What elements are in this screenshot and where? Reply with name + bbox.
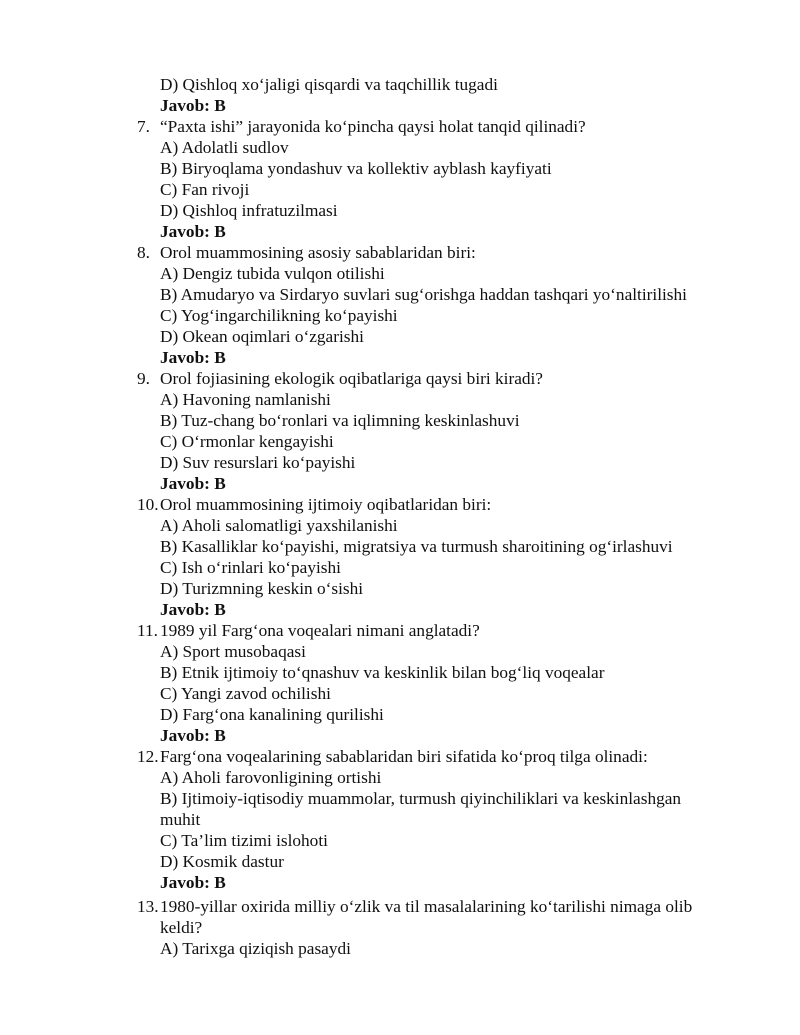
question-text: Orol muammosining ijtimoiy oqibatlaridan biri: — [160, 495, 492, 514]
question-number: 10. — [137, 495, 159, 514]
question-text: 1980-yillar oxirida milliy o‘zlik va til masalalarining ko‘tarilishi nimaga olib — [160, 897, 693, 916]
question-text: Farg‘ona voqealarining sabablaridan biri sifatida ko‘proq tilga olinadi: — [160, 747, 648, 766]
option-b: B) Biryoqlama yondashuv va kollektiv ayblash kayfiyati — [160, 159, 552, 178]
option-b: B) Amudaryo va Sirdaryo suvlari sug‘orishga haddan tashqari yo‘naltirilishi — [160, 285, 687, 304]
question-text: Orol muammosining asosiy sabablaridan biri: — [160, 243, 476, 262]
question-number: 11. — [137, 621, 158, 640]
option-a: A) Aholi farovonligining ortishi — [160, 768, 382, 787]
answer-label: Javob: B — [160, 726, 226, 745]
answer-label: Javob: B — [160, 873, 226, 892]
option-a: A) Sport musobaqasi — [160, 642, 306, 661]
option-c: C) O‘rmonlar kengayishi — [160, 432, 334, 451]
option-d: D) Qishloq xo‘jaligi qisqardi va taqchillik tugadi — [160, 75, 498, 94]
option-c: C) Yog‘ingarchilikning ko‘payishi — [160, 306, 398, 325]
question-number: 9. — [137, 369, 150, 388]
option-a: A) Dengiz tubida vulqon otilishi — [160, 264, 385, 283]
question-text: “Paxta ishi” jarayonida ko‘pincha qaysi holat tanqid qilinadi? — [160, 117, 586, 136]
question-text: 1989 yil Farg‘ona voqealari nimani anglatadi? — [160, 621, 480, 640]
option-d: D) Kosmik dastur — [160, 852, 284, 871]
option-b: B) Tuz-chang bo‘ronlari va iqlimning keskinlashuvi — [160, 411, 520, 430]
option-d: D) Farg‘ona kanalining qurilishi — [160, 705, 384, 724]
option-d: D) Turizmning keskin o‘sishi — [160, 579, 364, 598]
option-c: C) Fan rivoji — [160, 180, 250, 199]
option-a: A) Havoning namlanishi — [160, 390, 331, 409]
option-c: C) Ta’lim tizimi islohoti — [160, 831, 328, 850]
question-13 — [137, 896, 717, 917]
option-a: A) Tarixga qiziqish pasaydi — [160, 939, 351, 958]
answer-label: Javob: B — [160, 222, 226, 241]
question-10 — [137, 494, 717, 515]
option-d: D) Suv resurslari ko‘payishi — [160, 453, 356, 472]
option-b: B) Etnik ijtimoiy to‘qnashuv va keskinlik bilan bog‘liq voqealar — [160, 663, 605, 682]
question-number: 13. — [137, 897, 159, 916]
answer-label: Javob: B — [160, 96, 226, 115]
answer-label: Javob: B — [160, 348, 226, 367]
question-7 — [137, 116, 717, 137]
question-text: Orol fojiasining ekologik oqibatlariga qaysi biri kiradi? — [160, 369, 543, 388]
question-12 — [137, 746, 717, 767]
question-11 — [137, 620, 717, 641]
option-a: A) Aholi salomatligi yaxshilanishi — [160, 516, 398, 535]
question-number: 7. — [137, 117, 150, 136]
option-b: B) Ijtimoiy-iqtisodiy muammolar, turmush qiyinchiliklari va keskinlashgan — [160, 789, 682, 808]
question-9 — [137, 368, 717, 389]
question-number: 12. — [137, 747, 159, 766]
question-text-continued: keldi? — [160, 918, 203, 937]
option-d: D) Okean oqimlari o‘zgarishi — [160, 327, 364, 346]
question-number: 8. — [137, 243, 150, 262]
answer-label: Javob: B — [160, 474, 226, 493]
option-b: B) Kasalliklar ko‘payishi, migratsiya va turmush sharoitining og‘irlashuvi — [160, 537, 673, 556]
question-8 — [137, 242, 717, 263]
option-c: C) Ish o‘rinlari ko‘payishi — [160, 558, 341, 577]
option-c: C) Yangi zavod ochilishi — [160, 684, 331, 703]
answer-label: Javob: B — [160, 600, 226, 619]
option-a: A) Adolatli sudlov — [160, 138, 289, 157]
option-d: D) Qishloq infratuzilmasi — [160, 201, 338, 220]
option-b-continued: muhit — [160, 810, 201, 829]
